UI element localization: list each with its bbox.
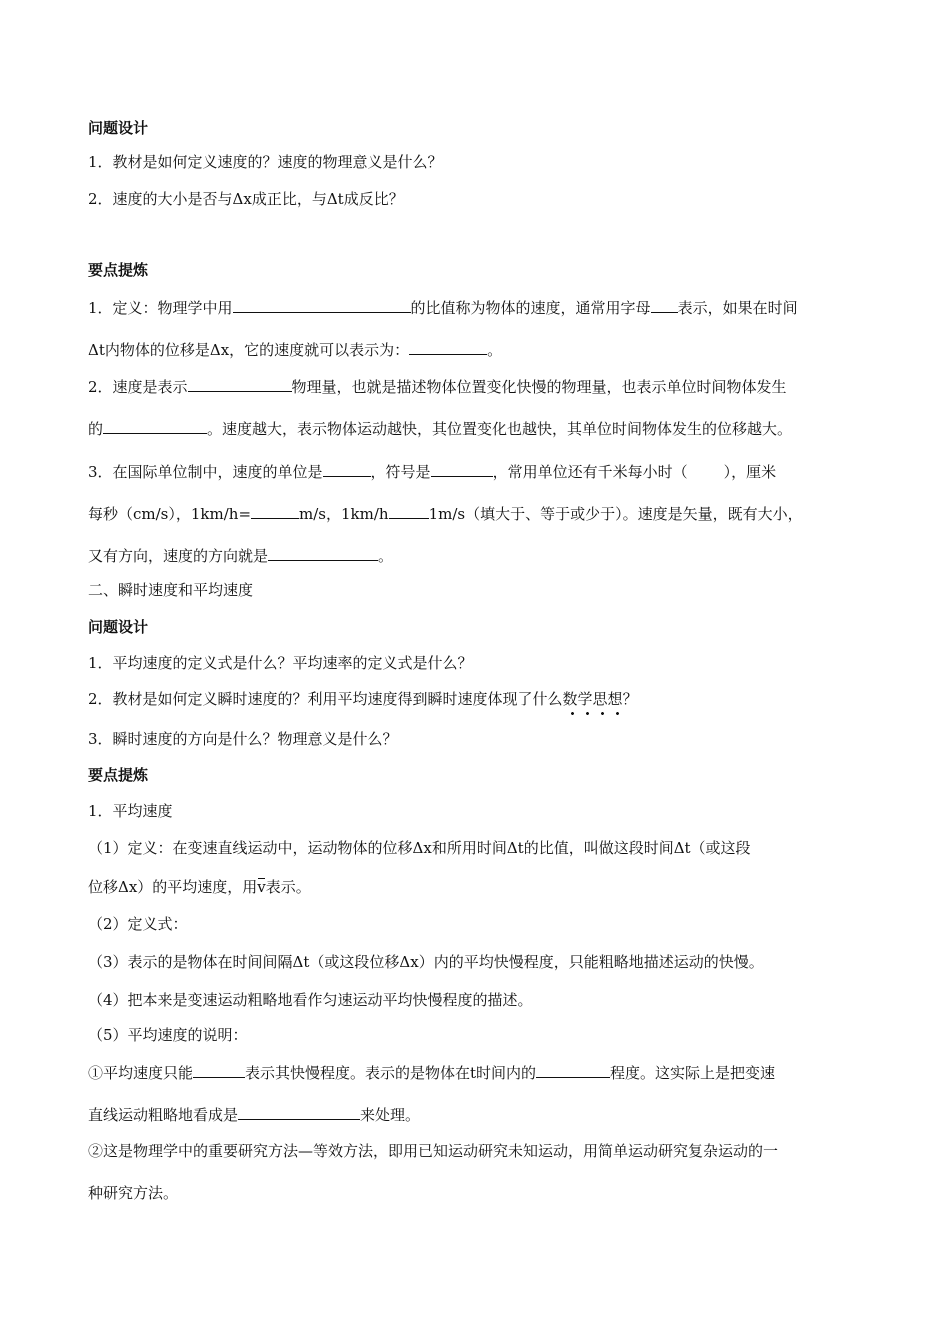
text-segment: m/s，1km/h <box>299 505 389 523</box>
note-2-line-2: 种研究方法。 <box>88 1184 179 1202</box>
note-1-line-1 <box>88 1062 775 1083</box>
blank-field[interactable] <box>103 418 207 434</box>
section-heading-question-design-2: 问题设计 <box>88 618 149 636</box>
blank-field[interactable] <box>323 461 371 477</box>
key-point-2-line-2 <box>88 418 792 439</box>
emphasized-text: 数学思想 <box>562 690 623 708</box>
blank-field[interactable] <box>651 297 678 313</box>
note-1-line-2 <box>88 1104 420 1125</box>
text-segment: 程度。这实际上是把变速 <box>610 1064 776 1082</box>
section-heading-key-points: 要点提炼 <box>88 261 149 279</box>
blank-field[interactable] <box>431 461 493 477</box>
text-segment: Δt内物体的位移是Δx，它的速度就可以表示为： <box>88 341 410 359</box>
blank-field[interactable] <box>536 1062 610 1078</box>
text-segment: 1．定义：物理学中用 <box>88 299 233 317</box>
point-average-velocity: 1．平均速度 <box>88 802 173 820</box>
text-segment: 表示，如果在时间 <box>677 299 798 317</box>
question-2-3: 3．瞬时速度的方向是什么？物理意义是什么？ <box>88 730 398 748</box>
text-segment: 的 <box>88 420 104 438</box>
key-point-3-line-1 <box>88 461 776 482</box>
blank-field[interactable] <box>238 1104 360 1120</box>
text-segment: ①平均速度只能 <box>88 1064 194 1082</box>
section-heading-question-design: 问题设计 <box>88 119 149 137</box>
text-segment: ，常用单位还有千米每小时（ <box>492 463 688 481</box>
question-2-1: 1．平均速度的定义式是什么？平均速率的定义式是什么？ <box>88 654 473 672</box>
key-point-2-line-1 <box>88 376 787 397</box>
note-2-line-1: ②这是物理学中的重要研究方法—等效方法，即用已知运动研究未知运动，用简单运动研究复杂运动的一 <box>88 1142 779 1160</box>
point-1-explanation-heading: （5）平均速度的说明： <box>88 1026 248 1044</box>
point-1-definition-line-2 <box>88 877 311 897</box>
text-segment: 每秒（cm/s），1km/h= <box>88 505 252 523</box>
text-segment: 来处理。 <box>360 1106 421 1124</box>
text-segment: ），厘米 <box>723 463 777 481</box>
question-2: 2．速度的大小是否与Δx成正比，与Δt成反比？ <box>88 190 404 208</box>
section-heading-key-points-2: 要点提炼 <box>88 766 149 784</box>
text-segment: 物理量，也就是描述物体位置变化快慢的物理量，也表示单位时间物体发生 <box>291 378 787 396</box>
text-segment: 2．速度是表示 <box>88 378 188 396</box>
blank-field[interactable] <box>188 376 292 392</box>
key-point-3-line-3 <box>88 545 393 566</box>
text-segment: 。 <box>378 547 394 565</box>
text-segment: 1m/s（填大于、等于或少于）。速度是矢量，既有大小， <box>428 505 803 523</box>
text-segment: 表示其快慢程度。表示的是物体在t时间内的 <box>245 1064 537 1082</box>
key-point-1-line-2 <box>88 339 502 360</box>
text-segment: 。速度越大，表示物体运动越快，其位置变化也越快，其单位时间物体发生的位移越大。 <box>207 420 793 438</box>
blank-field[interactable] <box>389 503 429 519</box>
question-2-2 <box>88 689 638 709</box>
text-segment: 的比值称为物体的速度，通常用字母 <box>410 299 651 317</box>
section-title-2: 二、瞬时速度和平均速度 <box>88 581 254 599</box>
blank-field[interactable] <box>251 503 299 519</box>
text-segment: 位移Δx）的平均速度，用 <box>88 878 258 896</box>
text-segment: 。 <box>487 341 503 359</box>
point-1-meaning: （3）表示的是物体在时间间隔Δt（或这段位移Δx）内的平均快慢程度，只能粗略地描述运动的快慢。 <box>88 953 764 971</box>
blank-field[interactable] <box>193 1062 245 1078</box>
blank-field[interactable] <box>233 297 411 313</box>
text-segment: ？ <box>622 690 638 708</box>
key-point-3-line-2 <box>88 503 803 524</box>
point-1-description: （4）把本来是变速运动粗略地看作匀速运动平均快慢程度的描述。 <box>88 991 533 1009</box>
text-segment: ，符号是 <box>370 463 431 481</box>
point-1-formula: （2）定义式： <box>88 915 188 933</box>
text-segment: 2．教材是如何定义瞬时速度的？利用平均速度得到瞬时速度体现了什么 <box>88 690 563 708</box>
question-1: 1．教材是如何定义速度的？速度的物理意义是什么？ <box>88 153 443 171</box>
text-segment: 表示。 <box>265 878 311 896</box>
v-bar-symbol: v <box>257 878 266 896</box>
blank-field[interactable] <box>409 339 487 355</box>
key-point-1-line-1 <box>88 297 798 318</box>
text-segment: 又有方向，速度的方向就是 <box>88 547 269 565</box>
point-1-definition-line-1: （1）定义：在变速直线运动中，运动物体的位移Δx和所用时间Δt的比值，叫做这段时间Δt（或这段 <box>88 839 751 857</box>
text-segment: 直线运动粗略地看成是 <box>88 1106 239 1124</box>
text-segment: 3．在国际单位制中，速度的单位是 <box>88 463 323 481</box>
blank-field[interactable] <box>268 545 378 561</box>
